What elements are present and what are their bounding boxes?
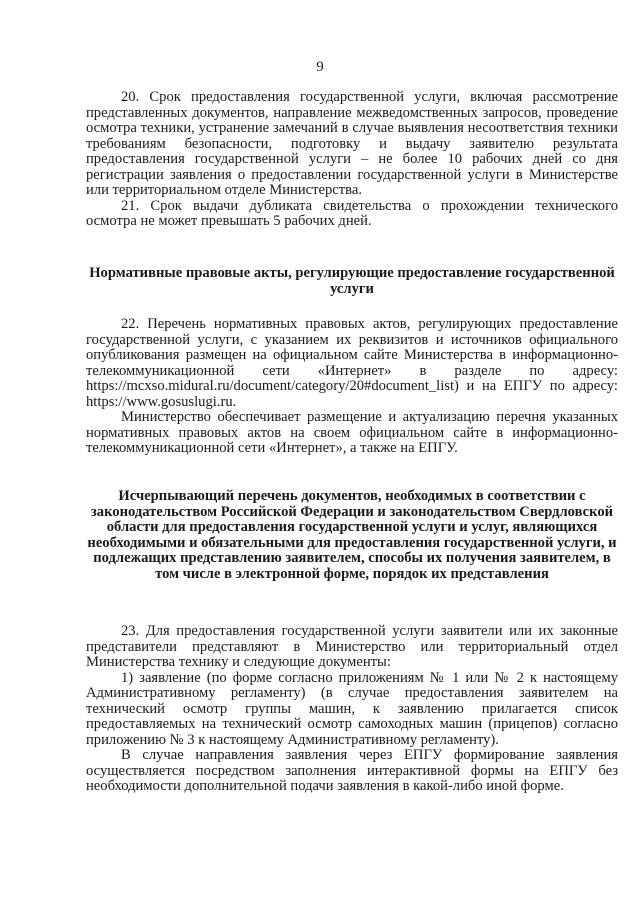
section-term (86, 90, 618, 230)
paragraph-22: 22. Перечень нормативных правовых актов, регулирующих предоставление государственной услуги, с указанием их реквизитов и источников официального опубликования размещен на официальном сайте Министерства в информационно-телекоммуникационной сети «Интернет» в разделе по адресу: https://mcxso.midural.ru/document/category/20#document_list) и на ЕПГУ по адресу: https://www.gosuslugi.ru. (86, 316, 618, 410)
section-required-documents (86, 624, 618, 795)
page-number: 9 (316, 59, 324, 75)
heading-required-documents: Исчерпывающий перечень документов, необходимых в соответствии с законодательством Российской Федерации и законодательством Свердловской области для предоставления государственной услуги и услуг, являющихся необходимыми и обязательными для предоставления государственной услуги, и подлежащих представлению заявителем, способы их получения заявителем, в том числе в электронной форме, порядок их представления (87, 488, 617, 582)
paragraph-23-item-1: 1) заявление (по форме согласно приложениям № 1 или № 2 к настоящему Административному регламенту) (в случае предоставления заявителем на технический осмотр группы машин, к заявлению прилагается список предоставляемых на технический осмотр самоходных машин (прицепов) согласно приложению № 3 к настоящему Административному регламенту). (86, 669, 618, 748)
section-legal-acts (86, 317, 618, 457)
paragraph-epgu-submission: В случае направления заявления через ЕПГУ формирование заявления осуществляется посредством заполнения интерактивной формы на ЕПГУ без необходимости дополнительной подачи заявления в какой-либо иной форме. (86, 747, 618, 794)
heading-legal-acts: Нормативные правовые акты, регулирующие предоставление государственной услуги (89, 265, 615, 297)
paragraph-20: 20. Срок предоставления государственной услуги, включая рассмотрение представленных документов, направление межведомственных запросов, проведение осмотра техники, устранение замечаний в случае выявления несоответствия техники требованиям безопасности, подготовку и выдачу заявителю результата предоставления государственной услуги – не более 10 рабочих дней со дня регистрации заявления о предоставлении государственной услуги в Министерстве или территориальном отделе Министерства. (86, 89, 618, 198)
paragraph-22-continuation: Министерство обеспечивает размещение и актуализацию перечня указанных нормативных правовых актов на своем официальном сайте в информационно-телекоммуникационной сети «Интернет», а также на ЕПГУ. (86, 409, 618, 456)
paragraph-21: 21. Срок выдачи дубликата свидетельства о прохождении технического осмотра не может превышать 5 рабочих дней. (86, 197, 618, 229)
paragraph-23: 23. Для предоставления государственной услуги заявители или их законные представители представляют в Министерство или территориальный отдел Министерства технику и следующие документы: (86, 623, 618, 670)
